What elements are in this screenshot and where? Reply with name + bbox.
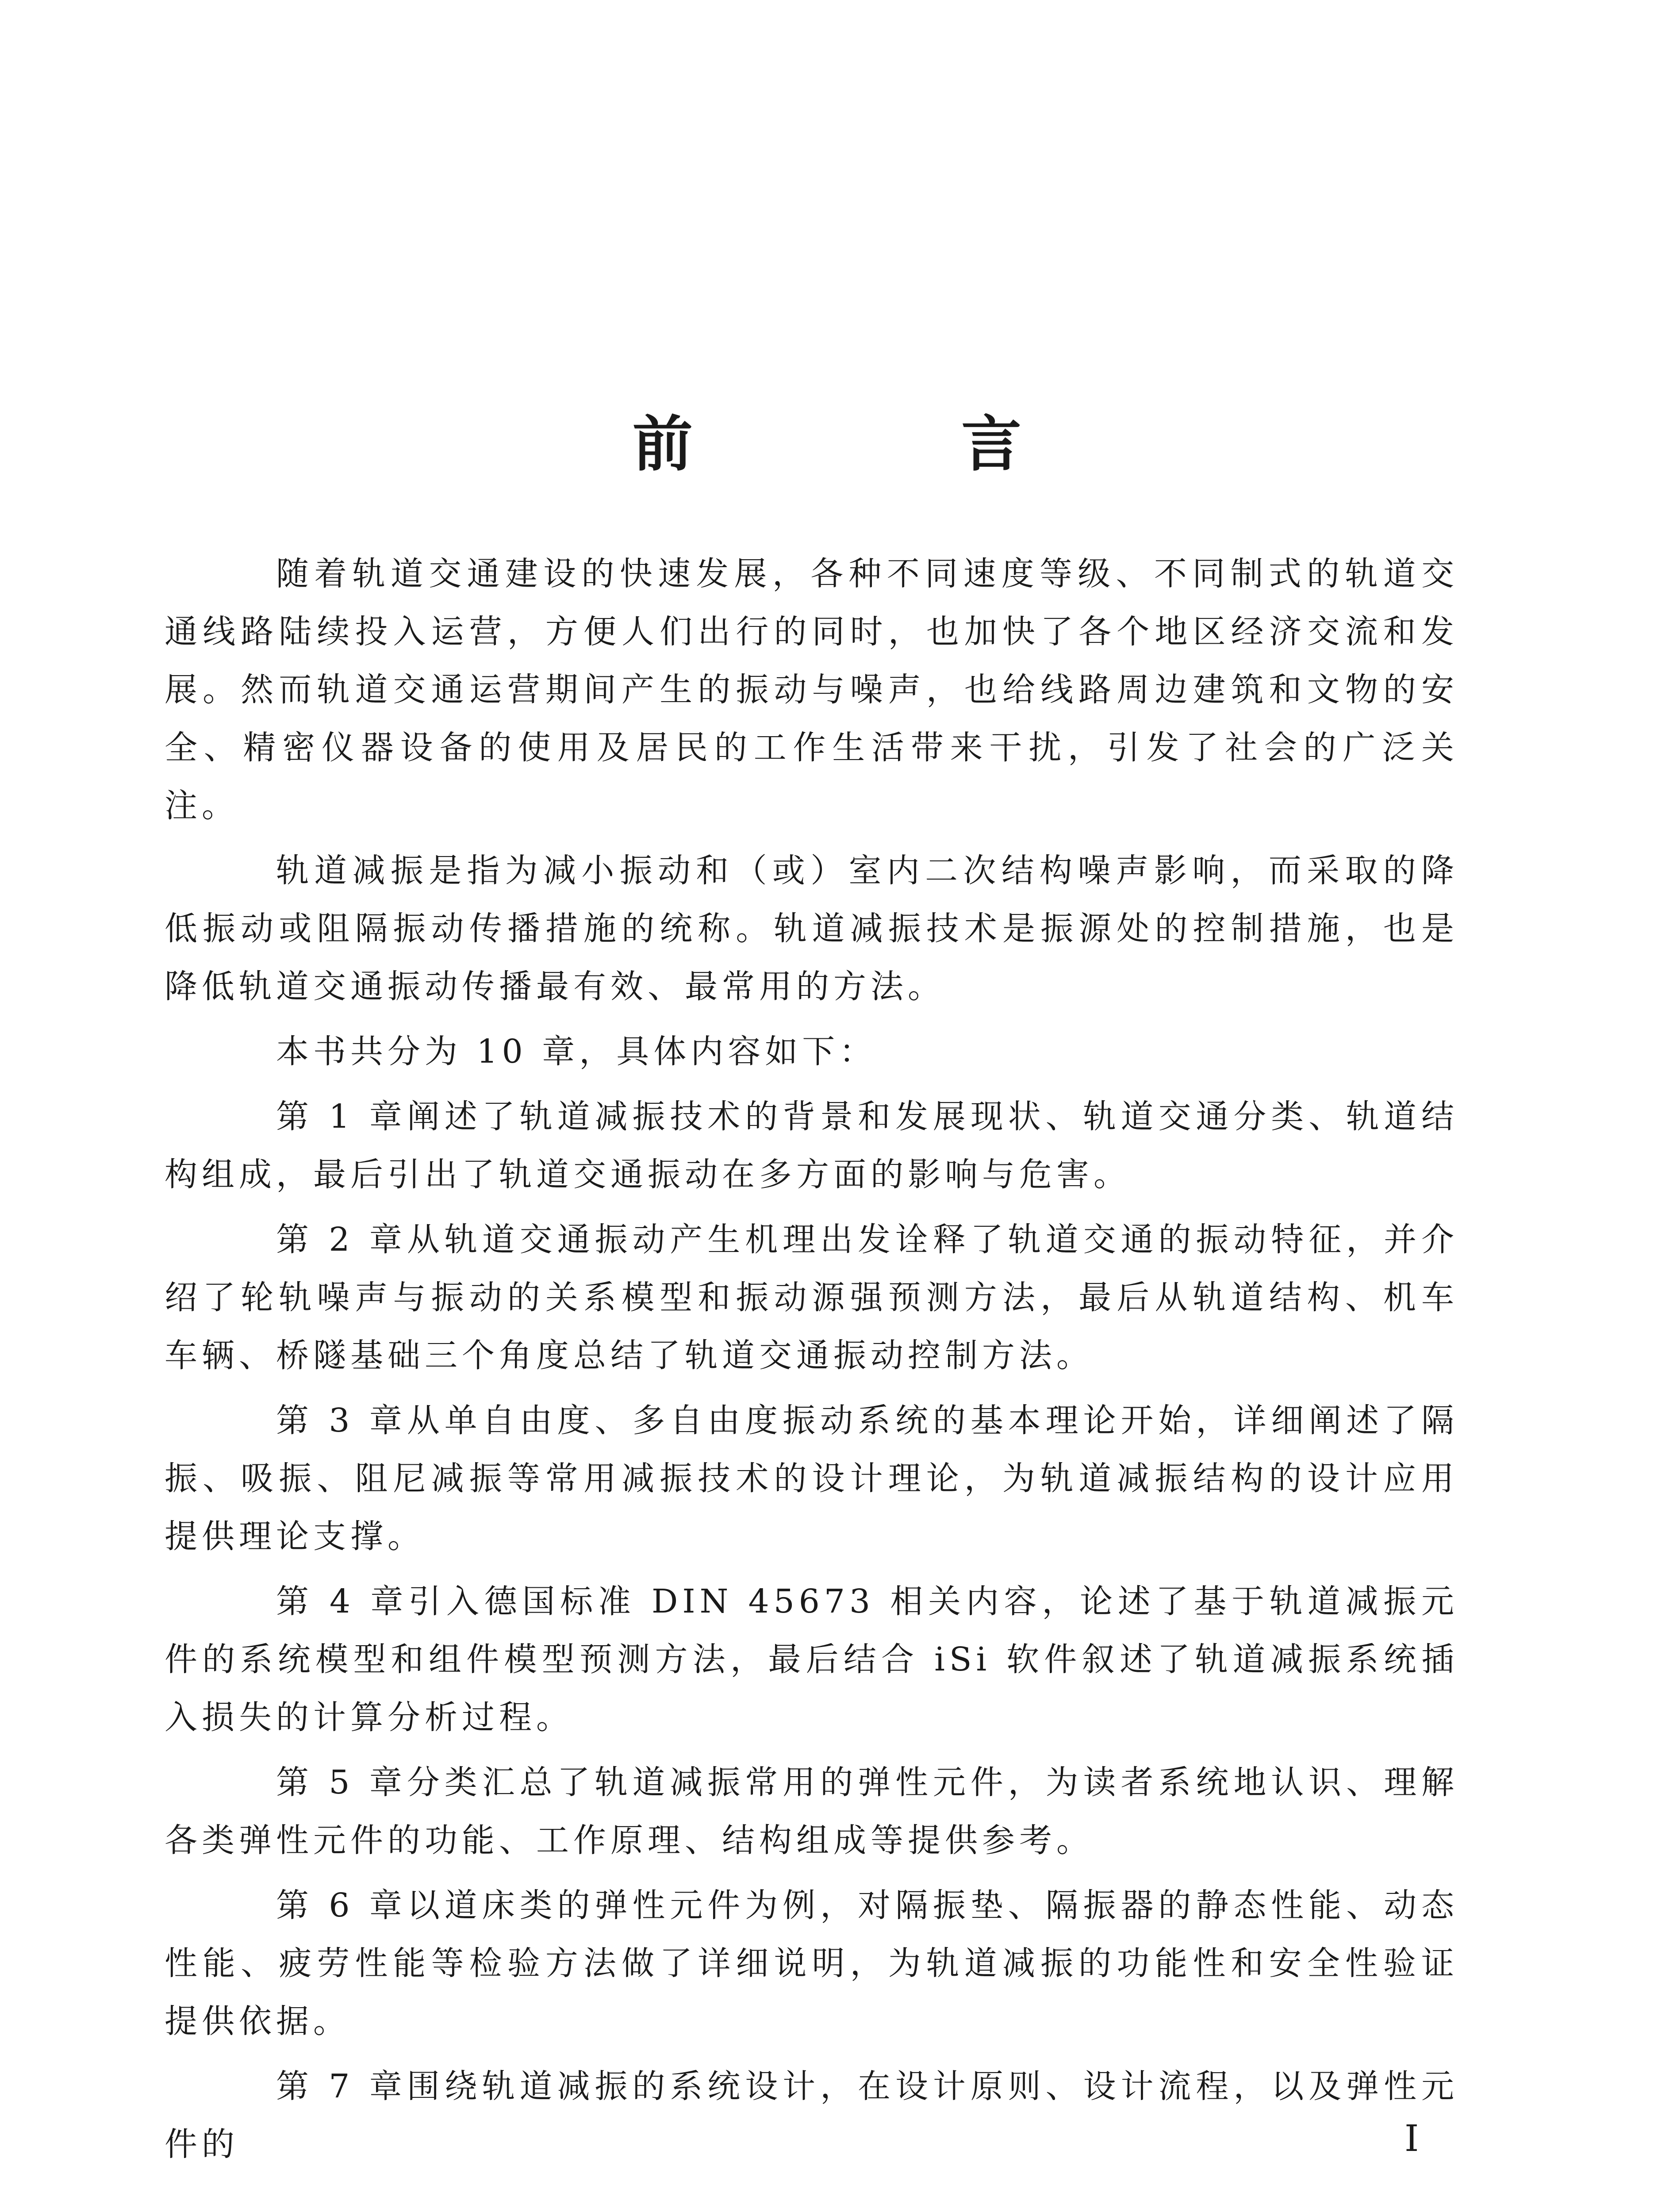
- paragraph-4: 第 1 章阐述了轨道减振技术的背景和发展现状、轨道交通分类、轨道结构组成，最后引出了轨道交通振动在多方面的影响与危害。: [165, 1098, 1458, 1194]
- paragraph-5: 第 2 章从轨道交通振动产生机理出发诠释了轨道交通的振动特征，并介绍了轮轨噪声与振动的关系模型和振动源强预测方法，最后从轨道结构、机车车辆、桥隧基础三个角度总结了轨道交通振动控制方法。: [165, 1221, 1458, 1375]
- preface-body: [165, 545, 1458, 2181]
- paragraph-6: 第 3 章从单自由度、多自由度振动系统的基本理论开始，详细阐述了隔振、吸振、阻尼减振等常用减振技术的设计理论，为轨道减振结构的设计应用提供理论支撑。: [165, 1402, 1458, 1555]
- page-title: 前 言: [632, 410, 1146, 480]
- paragraph-1: 随着轨道交通建设的快速发展，各种不同速度等级、不同制式的轨道交通线路陆续投入运营，方便人们出行的同时，也加快了各个地区经济交流和发展。然而轨道交通运营期间产生的振动与噪声，也给线路周边建筑和文物的安全、精密仪器设备的使用及居民的工作生活带来干扰，引发了社会的广泛关注。: [165, 555, 1458, 825]
- paragraph-2: 轨道减振是指为减小振动和（或）室内二次结构噪声影响，而采取的降低振动或阻隔振动传播措施的统称。轨道减振技术是振源处的控制措施，也是降低轨道交通振动传播最有效、最常用的方法。: [165, 852, 1458, 1006]
- paragraph-9: 第 6 章以道床类的弹性元件为例，对隔振垫、隔振器的静态性能、动态性能、疲劳性能等检验方法做了详细说明，为轨道减振的功能性和安全性验证提供依据。: [165, 1886, 1458, 2040]
- page-number: I: [1405, 2118, 1419, 2160]
- paragraph-7: 第 4 章引入德国标准 DIN 45673 相关内容，论述了基于轨道减振元件的系统模型和组件模型预测方法，最后结合 iSi 软件叙述了轨道减振系统插入损失的计算分析过程。: [165, 1582, 1458, 1736]
- paragraph-10: 第 7 章围绕轨道减振的系统设计，在设计原则、设计流程，以及弹性元件的: [165, 2067, 1458, 2163]
- paragraph-8: 第 5 章分类汇总了轨道减振常用的弹性元件，为读者系统地认识、理解各类弹性元件的功能、工作原理、结构组成等提供参考。: [165, 1763, 1458, 1859]
- paragraph-3: 本书共分为 10 章，具体内容如下：: [276, 1033, 877, 1071]
